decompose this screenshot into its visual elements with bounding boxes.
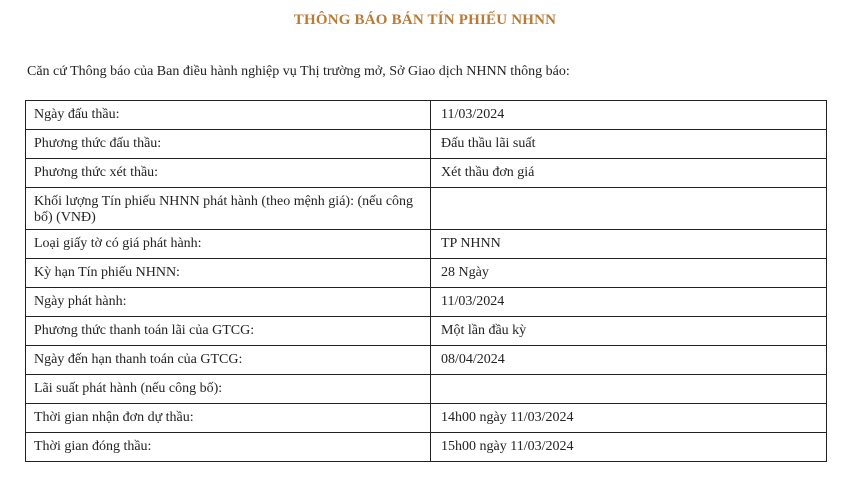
row-value: Đấu thầu lãi suất xyxy=(431,130,827,159)
row-label: Phương thức đấu thầu: xyxy=(26,130,431,159)
row-value: TP NHNN xyxy=(431,230,827,259)
row-value xyxy=(431,188,827,230)
table-row xyxy=(26,375,827,404)
table-row xyxy=(26,259,827,288)
table-row xyxy=(26,433,827,462)
row-label: Ngày đấu thầu: xyxy=(26,101,431,130)
row-value: Xét thầu đơn giá xyxy=(431,159,827,188)
table-row xyxy=(26,317,827,346)
row-label: Lãi suất phát hành (nếu công bố): xyxy=(26,375,431,404)
page-title: THÔNG BÁO BÁN TÍN PHIẾU NHNN xyxy=(293,12,557,28)
row-label: Ngày phát hành: xyxy=(26,288,431,317)
row-value: 28 Ngày xyxy=(431,259,827,288)
table-row xyxy=(26,130,827,159)
table-row xyxy=(26,101,827,130)
table-row xyxy=(26,159,827,188)
row-value: 14h00 ngày 11/03/2024 xyxy=(431,404,827,433)
row-value: 11/03/2024 xyxy=(431,101,827,130)
row-label: Kỳ hạn Tín phiếu NHNN: xyxy=(26,259,431,288)
table-row xyxy=(26,346,827,375)
table-row xyxy=(26,288,827,317)
row-value xyxy=(431,375,827,404)
row-value: 08/04/2024 xyxy=(431,346,827,375)
row-label: Khối lượng Tín phiếu NHNN phát hành (theo mệnh giá): (nếu công bố) (VNĐ) xyxy=(26,188,431,230)
row-value: 15h00 ngày 11/03/2024 xyxy=(431,433,827,462)
row-value: 11/03/2024 xyxy=(431,288,827,317)
row-label: Phương thức thanh toán lãi của GTCG: xyxy=(26,317,431,346)
table-row xyxy=(26,230,827,259)
row-label: Loại giấy tờ có giá phát hành: xyxy=(26,230,431,259)
row-label: Thời gian nhận đơn dự thầu: xyxy=(26,404,431,433)
row-value: Một lần đầu kỳ xyxy=(431,317,827,346)
table-row xyxy=(26,188,827,230)
row-label: Phương thức xét thầu: xyxy=(26,159,431,188)
row-label: Ngày đến hạn thanh toán của GTCG: xyxy=(26,346,431,375)
intro-text: Căn cứ Thông báo của Ban điều hành nghiệp vụ Thị trường mở, Sở Giao dịch NHNN thông báo: xyxy=(27,64,570,79)
row-label: Thời gian đóng thầu: xyxy=(26,433,431,462)
table-row xyxy=(26,404,827,433)
notice-table xyxy=(25,100,827,462)
